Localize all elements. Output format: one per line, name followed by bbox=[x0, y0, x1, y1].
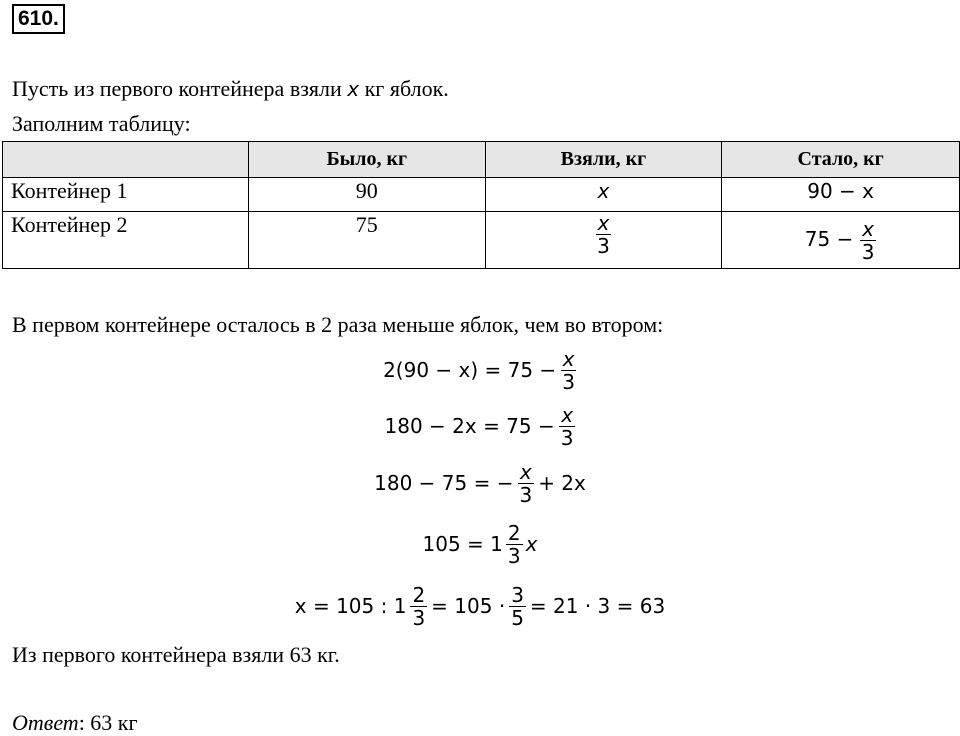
header-taken: Взяли, кг bbox=[485, 142, 722, 178]
intro-line-1 bbox=[12, 76, 449, 102]
fraction bbox=[559, 404, 576, 449]
conclusion-text: Из первого контейнера взяли 63 кг. bbox=[12, 642, 340, 667]
equation-4 bbox=[0, 516, 960, 572]
equation-part-a: x = 105 : 1 bbox=[294, 594, 407, 618]
fraction-denominator: 3 bbox=[412, 605, 426, 630]
data-table bbox=[2, 141, 960, 269]
cell-now-prefix: 75 − bbox=[804, 226, 854, 251]
equation-part-c: = 21 · 3 = 63 bbox=[529, 594, 666, 618]
cell-taken-value: x bbox=[597, 179, 610, 203]
table-row bbox=[3, 178, 960, 212]
fraction-numerator: x bbox=[562, 346, 575, 371]
cell-now bbox=[722, 212, 960, 269]
cell-now-value: 90 − x bbox=[807, 179, 875, 203]
cell-now bbox=[722, 178, 960, 212]
answer-value: : 63 кг bbox=[78, 710, 138, 735]
table-row bbox=[3, 212, 960, 269]
fraction-denominator: 3 bbox=[562, 369, 575, 394]
equation-left: 105 = 1 bbox=[422, 532, 503, 556]
intro-text-a: Пусть из первого контейнера взяли bbox=[12, 76, 348, 101]
equation-left: 180 − 2x = 75 − bbox=[384, 414, 555, 438]
fraction-numerator: x bbox=[519, 459, 532, 484]
cell-was: 75 bbox=[248, 212, 485, 269]
fraction bbox=[506, 522, 523, 567]
fraction bbox=[595, 212, 612, 257]
fraction bbox=[509, 584, 526, 629]
header-was: Было, кг bbox=[248, 142, 485, 178]
intro-variable: x bbox=[347, 77, 360, 101]
intro-text-b: кг яблок. bbox=[359, 76, 449, 101]
condition-text: В первом контейнере осталось в 2 раза меньше яблок, чем во втором: bbox=[12, 312, 664, 337]
fraction-numerator: 3 bbox=[511, 582, 524, 607]
fraction-numerator: 2 bbox=[507, 520, 521, 545]
fraction-numerator: x bbox=[597, 211, 610, 235]
intro-line-2: Заполним таблицу: bbox=[12, 111, 191, 136]
fraction-denominator: 3 bbox=[560, 425, 574, 450]
answer-line bbox=[12, 710, 138, 736]
table-header-row bbox=[3, 142, 960, 178]
header-now: Стало, кг bbox=[722, 142, 960, 178]
equation-5 bbox=[0, 578, 960, 634]
fraction-denominator: 3 bbox=[507, 543, 521, 568]
fraction bbox=[517, 461, 534, 506]
equation-right: + 2x bbox=[538, 471, 586, 495]
equation-1 bbox=[0, 342, 960, 398]
fraction-denominator: 3 bbox=[597, 234, 610, 258]
cell-taken bbox=[485, 178, 722, 212]
cell-was: 90 bbox=[248, 178, 485, 212]
fraction bbox=[860, 218, 877, 263]
equation-left: 180 − 75 = − bbox=[374, 471, 514, 495]
fraction-numerator: 2 bbox=[412, 582, 426, 607]
fraction bbox=[410, 584, 427, 629]
header-empty bbox=[3, 142, 249, 178]
row-label: Контейнер 2 bbox=[3, 212, 249, 269]
fraction-denominator: 3 bbox=[861, 239, 875, 264]
fraction bbox=[560, 348, 577, 393]
fraction-numerator: x bbox=[561, 402, 574, 427]
equation-2 bbox=[0, 398, 960, 454]
equation-right: x bbox=[525, 532, 538, 556]
equation-part-b: = 105 · bbox=[431, 594, 506, 618]
fraction-numerator: x bbox=[862, 216, 875, 241]
cell-taken bbox=[485, 212, 722, 269]
fraction-denominator: 3 bbox=[519, 482, 533, 507]
equation-3 bbox=[0, 455, 960, 511]
answer-label: Ответ bbox=[12, 710, 79, 735]
equation-left: 2(90 − x) = 75 − bbox=[383, 358, 557, 382]
row-label: Контейнер 1 bbox=[3, 178, 249, 212]
problem-number: 610. bbox=[12, 4, 65, 34]
fraction-denominator: 5 bbox=[511, 605, 524, 630]
